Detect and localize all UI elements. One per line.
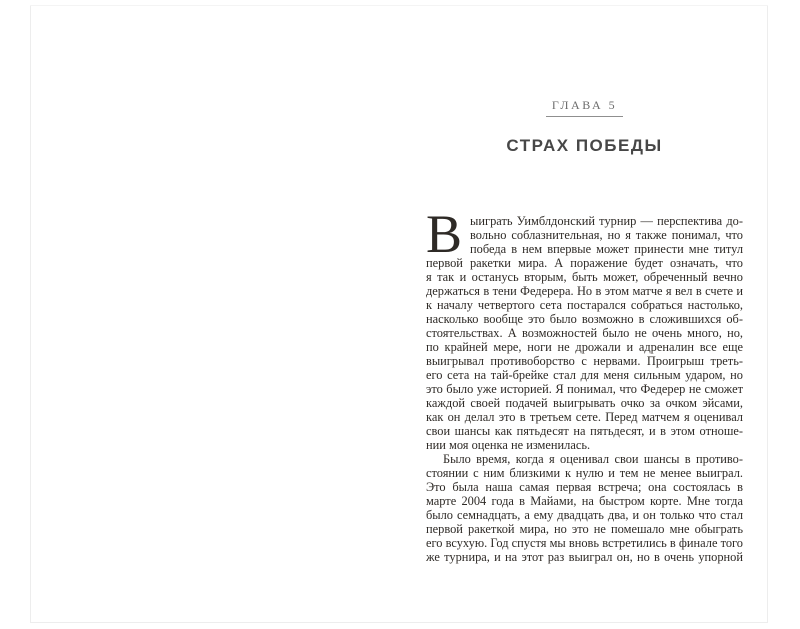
text-line-p2-4: марте 2004 года в Майами, на быстром корте. Мне тогда bbox=[426, 494, 743, 508]
text-line-p1-12: его сета на тай-брейке стал для меня сильным ударом, но bbox=[426, 368, 743, 382]
text-line-p1-1: ыиграть Уимблдонский турнир — перспектива до- bbox=[470, 214, 743, 228]
chapter-heading: ГЛАВА 5 bbox=[546, 98, 623, 117]
page-text-column bbox=[426, 0, 743, 629]
text-line-p1-11: выигрывал противоборство с нервами. Проигрыш треть- bbox=[426, 354, 743, 368]
text-line-p2-5: было семнадцать, а ему двадцать два, и он только что стал bbox=[426, 508, 743, 522]
text-line-p1-14: каждой своей подачей выигрывать очко за очком эйсами, bbox=[426, 396, 743, 410]
drop-cap: В bbox=[426, 204, 463, 264]
body-text bbox=[426, 204, 743, 564]
page-edge-right bbox=[767, 6, 768, 623]
chapter-heading-wrap bbox=[426, 96, 743, 117]
text-line-p2-2: стоянии с ним близкими к нулю и тем не менее выиграл. bbox=[426, 466, 743, 480]
text-line-p1-9: стоятельствах. А возможностей было не очень много, но, bbox=[426, 326, 743, 340]
page-edge-left bbox=[30, 6, 31, 623]
text-line-p1-10: по крайней мере, ноги не дрожали и адреналин все еще bbox=[426, 340, 743, 354]
text-line-p2-8: же турнира, и на этот раз выиграл он, но в очень упорной bbox=[426, 550, 743, 564]
text-line-p1-3: победа в нем впервые может принести мне титул bbox=[470, 242, 743, 256]
text-line-p1-13: это было уже историей. Я понимал, что Федерер не сможет bbox=[426, 382, 743, 396]
text-line-p2-3: Это была наша самая первая встреча; она состоялась в bbox=[426, 480, 743, 494]
chapter-title: СТРАХ ПОБЕДЫ bbox=[506, 136, 663, 155]
text-line-p1-16: свои шансы как пятьдесят на пятьдесят, и в этом отноше- bbox=[426, 424, 743, 438]
text-line-p1-7: к началу четвертого сета постарался собраться настолько, bbox=[426, 298, 743, 312]
text-line-p1-6: держаться в тени Федерера. Но в этом матче я вел в счете и bbox=[426, 284, 743, 298]
text-line-p1-8: насколько вообще это было возможно в сложившихся об- bbox=[426, 312, 743, 326]
text-line-p1-2: вольно соблазнительная, но я также понимал, что bbox=[470, 228, 743, 242]
text-line-p1-5: я так и останусь вторым, быть может, обреченный вечно bbox=[426, 270, 743, 284]
text-line-p1-17: нии моя оценка не изменилась. bbox=[426, 438, 591, 452]
text-line-p2-6: первой ракеткой мира, но это не помешало мне обыграть bbox=[426, 522, 743, 536]
text-line-p1-15: как он делал это в третьем сете. Перед матчем я оценивал bbox=[426, 410, 743, 424]
text-line-p2-1: Было время, когда я оценивал свои шансы в противо- bbox=[443, 452, 743, 466]
text-line-p1-4: первой ракетки мира. А поражение будет означать, что bbox=[426, 256, 743, 270]
text-line-p2-7: его всухую. Год спустя мы вновь встретились в финале того bbox=[426, 536, 743, 550]
